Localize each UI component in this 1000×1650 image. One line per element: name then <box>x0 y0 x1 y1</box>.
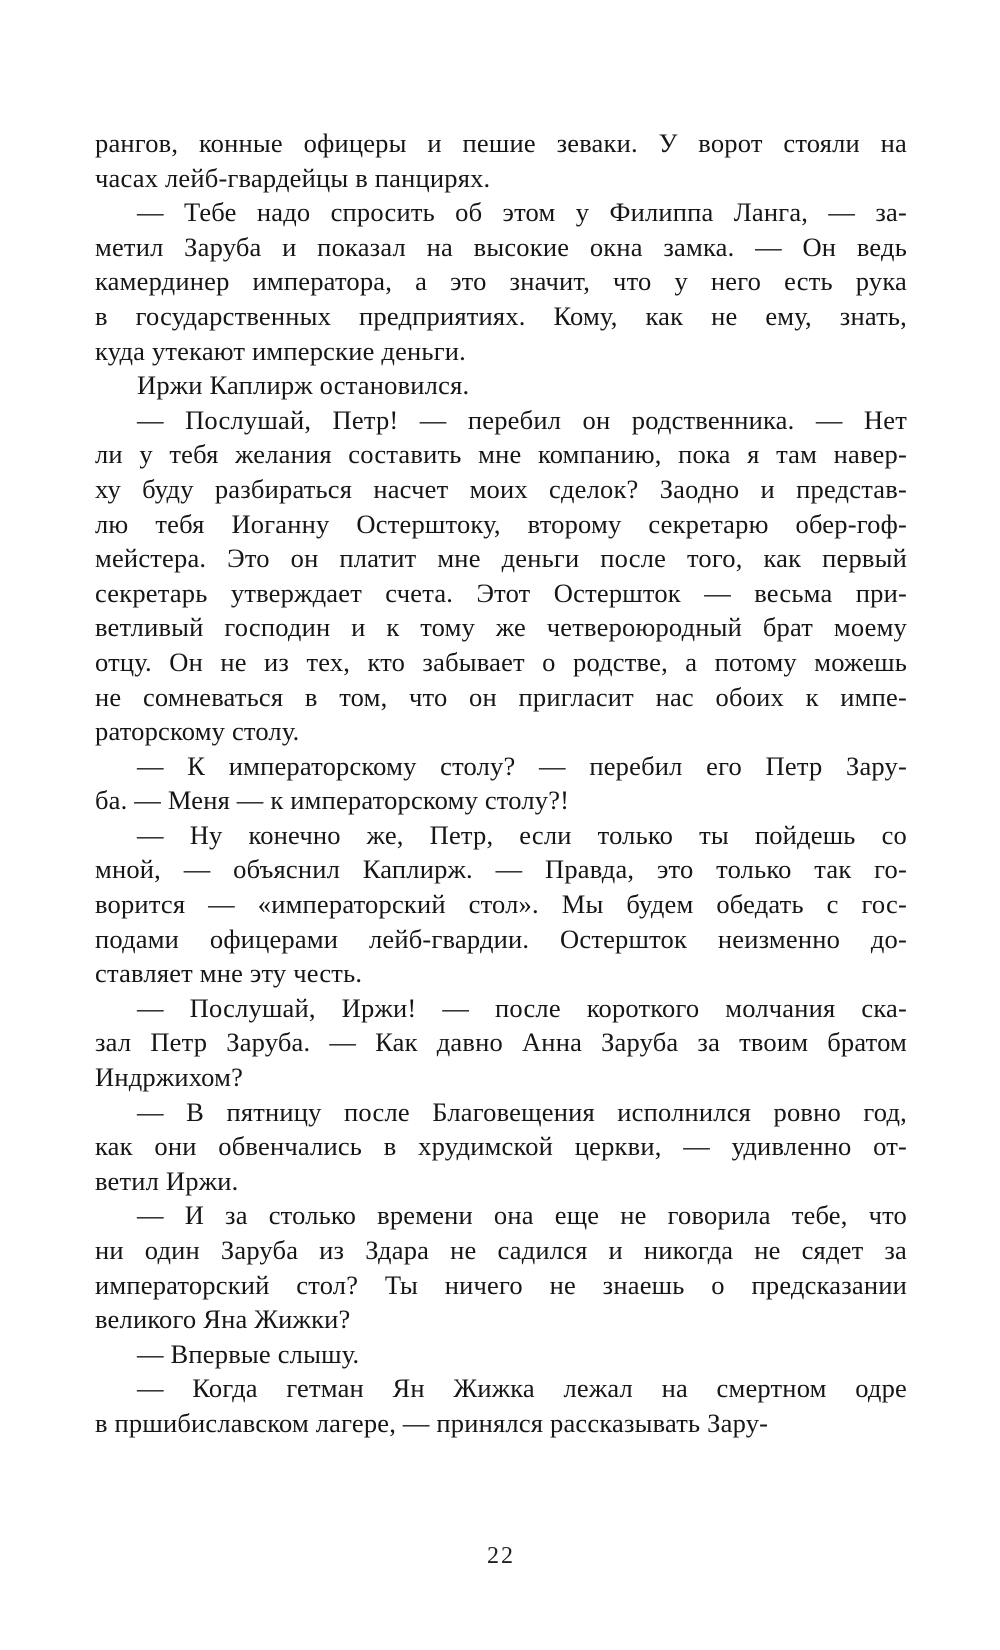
text-block <box>95 126 907 1441</box>
text-line: ворится — «императорский стол». Мы будем обедать с гос- <box>95 889 907 920</box>
text-line: часах лейб-гвардейцы в панцирях. <box>95 162 491 193</box>
text-line: не сомневаться в том, что он пригласит нас обоих к импе- <box>95 681 907 712</box>
text-line: куда утекают имперские деньги. <box>95 335 466 366</box>
text-line: — К императорскому столу? — перебил его Петр Зару- <box>137 750 907 781</box>
text-line: раторскому столу. <box>95 716 300 747</box>
text-line: великого Яна Жижки? <box>95 1304 351 1335</box>
text-line: — Послушай, Иржи! — после короткого молчания ска- <box>137 992 907 1023</box>
text-line: ба. — Меня — к императорскому столу?! <box>95 785 570 816</box>
text-line: камердинер императора, а это значит, что у него есть рука <box>95 266 907 297</box>
text-line: метил Заруба и показал на высокие окна замка. — Он ведь <box>95 231 907 262</box>
text-line: — Послушай, Петр! — перебил он родственника. — Нет <box>137 404 907 435</box>
text-line: ху буду разбираться насчет моих сделок? Заодно и представ- <box>95 473 907 504</box>
text-line: ни один Заруба из Здара не садился и никогда не сядет за <box>95 1235 907 1265</box>
text-line: мной, — объяснил Каплирж. — Правда, это только так го- <box>95 854 907 885</box>
text-line: в государственных предприятиях. Кому, как не ему, знать, <box>95 300 907 331</box>
text-line: зал Петр Заруба. — Как давно Анна Заруба за твоим братом <box>95 1027 907 1058</box>
text-line: императорский стол? Ты ничего не знаешь о предсказании <box>95 1269 907 1300</box>
text-line: в пршибиславском лагере, — принялся рассказывать Зару- <box>95 1407 769 1438</box>
text-line: ли у тебя желания составить мне компанию, пока я там навер- <box>95 439 907 470</box>
text-line: — И за столько времени она еще не говорила тебе, что <box>137 1200 907 1231</box>
text-line: ветил Иржи. <box>95 1165 239 1196</box>
text-line: — Тебе надо спросить об этом у Филиппа Ланга, — за- <box>137 197 907 228</box>
text-line: лю тебя Иоганну Остерштоку, второму секретарю обер-гоф- <box>95 508 907 539</box>
text-line: секретарь утверждает счета. Этот Остершток — весьма при- <box>95 577 907 608</box>
text-line: мейстера. Это он платит мне деньги после того, как первый <box>95 543 907 574</box>
page-number: 22 <box>487 1543 515 1569</box>
text-line: ветливый господин и к тому же четвероюродный брат моему <box>95 612 907 643</box>
text-line: подами офицерами лейб-гвардии. Остершток неизменно до- <box>95 923 907 954</box>
text-line: Индржихом? <box>95 1062 244 1093</box>
text-line: — Ну конечно же, Петр, если только ты пойдешь со <box>137 819 907 850</box>
text-line: отцу. Он не из тех, кто забывает о родстве, а потому можешь <box>95 646 907 677</box>
text-line: рангов, конные офицеры и пешие зеваки. У ворот стояли на <box>95 128 907 158</box>
text-line: — Впервые слышу. <box>137 1338 360 1369</box>
text-line: — В пятницу после Благовещения исполнился ровно год, <box>137 1096 907 1127</box>
text-line: ставляет мне эту честь. <box>95 958 363 989</box>
text-line: Иржи Каплирж остановился. <box>137 370 470 401</box>
text-line: — Когда гетман Ян Жижка лежал на смертном одре <box>137 1373 907 1404</box>
text-line: как они обвенчались в хрудимской церкви, — удивленно от- <box>95 1131 907 1162</box>
